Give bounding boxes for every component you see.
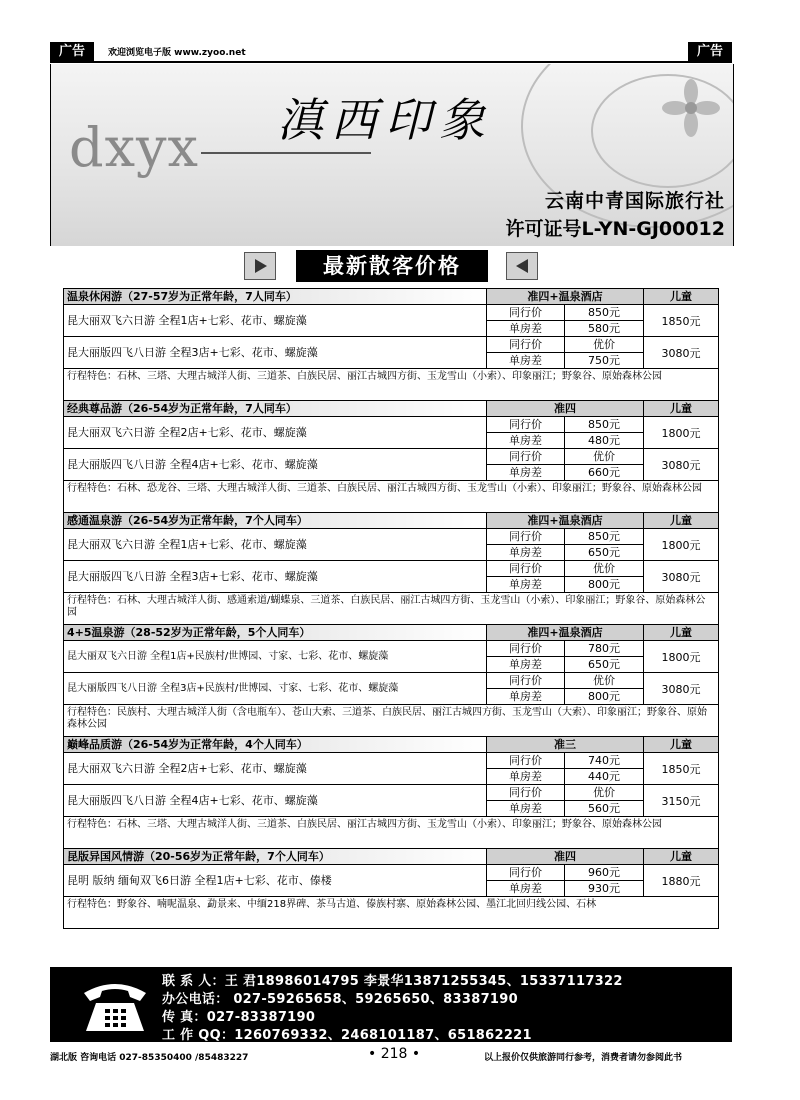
arrow-left-icon bbox=[506, 252, 538, 280]
section-title: 经典尊品游（26-54岁为正常年龄，7人同车） bbox=[64, 401, 487, 416]
table-row bbox=[63, 640, 719, 672]
single-room-label: 单房差 bbox=[487, 881, 565, 896]
section-header bbox=[63, 848, 719, 864]
table-row bbox=[63, 304, 719, 336]
welcome-text: 欢迎浏览电子版 www.zyoo.net bbox=[108, 48, 246, 58]
tour-prices bbox=[487, 753, 644, 784]
flower-decor-icon bbox=[661, 78, 721, 138]
agency-name: 云南中青国际旅行社 bbox=[544, 190, 725, 212]
section-title: 昆版异国风情游（20-56岁为正常年龄，7个人同车） bbox=[64, 849, 487, 864]
section-hotel: 准四+温泉酒店 bbox=[487, 625, 644, 640]
single-room-value: 580元 bbox=[588, 322, 620, 335]
tour-name: 昆大丽双飞六日游 全程2店+七彩、花市、螺旋藻 bbox=[64, 753, 487, 784]
section-header bbox=[63, 624, 719, 640]
section-title: 巅峰品质游（26-54岁为正常年龄，4个人同车） bbox=[64, 737, 487, 752]
tour-name: 昆大丽版四飞八日游 全程3店+七彩、花市、螺旋藻 bbox=[64, 337, 487, 368]
footer-hotline: 湖北版 咨询电话 027-85350400 /85483227 bbox=[50, 1053, 249, 1063]
single-room-value: 650元 bbox=[588, 658, 620, 671]
table-row bbox=[63, 672, 719, 704]
section-child-header: 儿童 bbox=[644, 289, 718, 304]
single-room-label: 单房差 bbox=[487, 689, 565, 704]
price-value: 780元 bbox=[588, 642, 620, 655]
single-room-label: 单房差 bbox=[487, 545, 565, 560]
section-hotel: 准三 bbox=[487, 737, 644, 752]
ad-label-left: 广告 bbox=[50, 42, 94, 62]
single-room-label: 单房差 bbox=[487, 465, 565, 480]
work-qq: 工 作 QQ：1260769332、2468101187、651862221 bbox=[162, 1028, 532, 1043]
section-header bbox=[63, 288, 719, 304]
tour-prices bbox=[487, 337, 644, 368]
price-title: 最新散客价格 bbox=[296, 250, 488, 282]
price-label: 同行价 bbox=[487, 337, 565, 352]
single-room-label: 单房差 bbox=[487, 801, 565, 816]
tour-prices bbox=[487, 417, 644, 448]
section-child-header: 儿童 bbox=[644, 513, 718, 528]
tour-name: 昆大丽版四飞八日游 全程3店+民族村/世博园、寸家、七彩、花市、螺旋藻 bbox=[64, 673, 487, 704]
section-child-header: 儿童 bbox=[644, 401, 718, 416]
brand-logo-latin: dxyx bbox=[69, 116, 199, 179]
price-value: 优价 bbox=[593, 562, 615, 575]
section-hotel: 准四+温泉酒店 bbox=[487, 289, 644, 304]
itinerary-features: 行程特色：石林、三塔、大理古城洋人街、三道茶、白族民居、丽江古城四方街、玉龙雪山（小索）、印象丽江；野象谷、原始森林公园 bbox=[63, 368, 719, 400]
tour-name: 昆大丽双飞六日游 全程1店+民族村/世博园、寸家、七彩、花市、螺旋藻 bbox=[64, 641, 487, 672]
price-value: 850元 bbox=[588, 530, 620, 543]
table-row bbox=[63, 784, 719, 816]
price-value: 优价 bbox=[593, 674, 615, 687]
tour-prices bbox=[487, 865, 644, 896]
brand-title: 滇西印象 bbox=[277, 93, 493, 147]
price-label: 同行价 bbox=[487, 785, 565, 800]
arrow-right-icon bbox=[244, 252, 276, 280]
office-phone: 办公电话： 027-59265658、59265650、83387190 bbox=[162, 992, 518, 1007]
price-label: 同行价 bbox=[487, 449, 565, 464]
single-room-value: 930元 bbox=[588, 882, 620, 895]
table-row bbox=[63, 560, 719, 592]
single-room-value: 440元 bbox=[588, 770, 620, 783]
license-number: 许可证号L-YN-GJ00012 bbox=[505, 218, 725, 240]
price-label: 同行价 bbox=[487, 641, 565, 656]
section-header bbox=[63, 512, 719, 528]
fax-number: 传 真：027-83387190 bbox=[162, 1010, 316, 1025]
single-room-label: 单房差 bbox=[487, 769, 565, 784]
price-value: 优价 bbox=[593, 338, 615, 351]
section-child-header: 儿童 bbox=[644, 737, 718, 752]
single-room-value: 750元 bbox=[588, 354, 620, 367]
banner bbox=[50, 64, 734, 246]
section-child-header: 儿童 bbox=[644, 625, 718, 640]
itinerary-features: 行程特色：石林、恐龙谷、三塔、大理古城洋人街、三道茶、白族民居、丽江古城四方街、玉龙雪山（小索）、印象丽江；野象谷、原始森林公园 bbox=[63, 480, 719, 512]
price-value: 优价 bbox=[593, 450, 615, 463]
tour-prices bbox=[487, 529, 644, 560]
price-header bbox=[244, 250, 540, 282]
itinerary-features: 行程特色：石林、大理古城洋人街、感通索道/蝴蝶泉、三道茶、白族民居、丽江古城四方街、玉龙雪山（小索）、印象丽江；野象谷、原始森林公园 bbox=[63, 592, 719, 624]
child-price: 3080元 bbox=[661, 346, 701, 360]
price-label: 同行价 bbox=[487, 753, 565, 768]
child-price: 3080元 bbox=[661, 458, 701, 472]
tour-prices bbox=[487, 561, 644, 592]
section-hotel: 准四 bbox=[487, 401, 644, 416]
single-room-value: 480元 bbox=[588, 434, 620, 447]
child-price: 1800元 bbox=[661, 650, 701, 664]
brand-divider bbox=[201, 152, 371, 154]
price-table bbox=[63, 288, 719, 929]
section-header bbox=[63, 736, 719, 752]
tour-prices bbox=[487, 305, 644, 336]
price-label: 同行价 bbox=[487, 673, 565, 688]
single-room-label: 单房差 bbox=[487, 657, 565, 672]
section-hotel: 准四+温泉酒店 bbox=[487, 513, 644, 528]
telephone-icon bbox=[78, 975, 152, 1033]
tour-name: 昆大丽双飞六日游 全程1店+七彩、花市、螺旋藻 bbox=[64, 529, 487, 560]
tour-name: 昆大丽双飞六日游 全程2店+七彩、花市、螺旋藻 bbox=[64, 417, 487, 448]
section-hotel: 准四 bbox=[487, 849, 644, 864]
tour-name: 昆明 版纳 缅甸双飞6日游 全程1店+七彩、花市、傣楼 bbox=[64, 865, 487, 896]
price-value: 960元 bbox=[588, 866, 620, 879]
page-number: • 218 • bbox=[368, 1046, 421, 1062]
child-price: 1850元 bbox=[661, 314, 701, 328]
price-value: 740元 bbox=[588, 754, 620, 767]
section-child-header: 儿童 bbox=[644, 849, 718, 864]
price-label: 同行价 bbox=[487, 417, 565, 432]
table-row bbox=[63, 528, 719, 560]
single-room-value: 660元 bbox=[588, 466, 620, 479]
tour-name: 昆大丽双飞六日游 全程1店+七彩、花市、螺旋藻 bbox=[64, 305, 487, 336]
section-header bbox=[63, 400, 719, 416]
table-row bbox=[63, 752, 719, 784]
child-price: 3080元 bbox=[661, 682, 701, 696]
tour-name: 昆大丽版四飞八日游 全程3店+七彩、花市、螺旋藻 bbox=[64, 561, 487, 592]
contact-panel bbox=[50, 967, 732, 1042]
footer-disclaimer: 以上报价仅供旅游同行参考，消费者请勿参阅此书 bbox=[484, 1053, 683, 1063]
child-price: 3150元 bbox=[661, 794, 701, 808]
child-price: 1800元 bbox=[661, 426, 701, 440]
single-room-label: 单房差 bbox=[487, 433, 565, 448]
child-price: 1880元 bbox=[661, 874, 701, 888]
itinerary-features: 行程特色：野象谷、喃呢温泉、勐景来、中缅218界碑、茶马古道、傣族村寨、原始森林公园、墨江北回归线公园、石林 bbox=[63, 896, 719, 928]
contact-person: 联 系 人：王 君18986014795 李景华13871255345、15337117322 bbox=[162, 974, 623, 989]
price-label: 同行价 bbox=[487, 305, 565, 320]
section-title: 感通温泉游（26-54岁为正常年龄，7个人同车） bbox=[64, 513, 487, 528]
section-title: 温泉休闲游（27-57岁为正常年龄，7人同车） bbox=[64, 289, 487, 304]
tour-prices bbox=[487, 785, 644, 816]
price-label: 同行价 bbox=[487, 561, 565, 576]
ad-label-right: 广告 bbox=[688, 42, 732, 62]
single-room-value: 650元 bbox=[588, 546, 620, 559]
single-room-value: 800元 bbox=[588, 690, 620, 703]
single-room-label: 单房差 bbox=[487, 321, 565, 336]
single-room-value: 800元 bbox=[588, 578, 620, 591]
child-price: 1800元 bbox=[661, 538, 701, 552]
price-value: 850元 bbox=[588, 418, 620, 431]
top-divider bbox=[50, 61, 732, 63]
table-row bbox=[63, 864, 719, 896]
tour-prices bbox=[487, 641, 644, 672]
table-row bbox=[63, 448, 719, 480]
single-room-value: 560元 bbox=[588, 802, 620, 815]
table-bottom-border bbox=[63, 928, 719, 929]
table-row bbox=[63, 416, 719, 448]
price-value: 850元 bbox=[588, 306, 620, 319]
single-room-label: 单房差 bbox=[487, 577, 565, 592]
tour-prices bbox=[487, 449, 644, 480]
price-label: 同行价 bbox=[487, 529, 565, 544]
itinerary-features: 行程特色：民族村、大理古城洋人街（含电瓶车）、苍山大索、三道茶、白族民居、丽江古城四方街、玉龙雪山（大索）、印象丽江；野象谷、原始森林公园 bbox=[63, 704, 719, 736]
tour-name: 昆大丽版四飞八日游 全程4店+七彩、花市、螺旋藻 bbox=[64, 785, 487, 816]
tour-prices bbox=[487, 673, 644, 704]
section-title: 4+5温泉游（28-52岁为正常年龄，5个人同车） bbox=[64, 625, 487, 640]
table-row bbox=[63, 336, 719, 368]
price-label: 同行价 bbox=[487, 865, 565, 880]
child-price: 1850元 bbox=[661, 762, 701, 776]
price-value: 优价 bbox=[593, 786, 615, 799]
child-price: 3080元 bbox=[661, 570, 701, 584]
single-room-label: 单房差 bbox=[487, 353, 565, 368]
tour-name: 昆大丽版四飞八日游 全程4店+七彩、花市、螺旋藻 bbox=[64, 449, 487, 480]
itinerary-features: 行程特色：石林、三塔、大理古城洋人街、三道茶、白族民居、丽江古城四方街、玉龙雪山（小索）、印象丽江；野象谷、原始森林公园 bbox=[63, 816, 719, 848]
